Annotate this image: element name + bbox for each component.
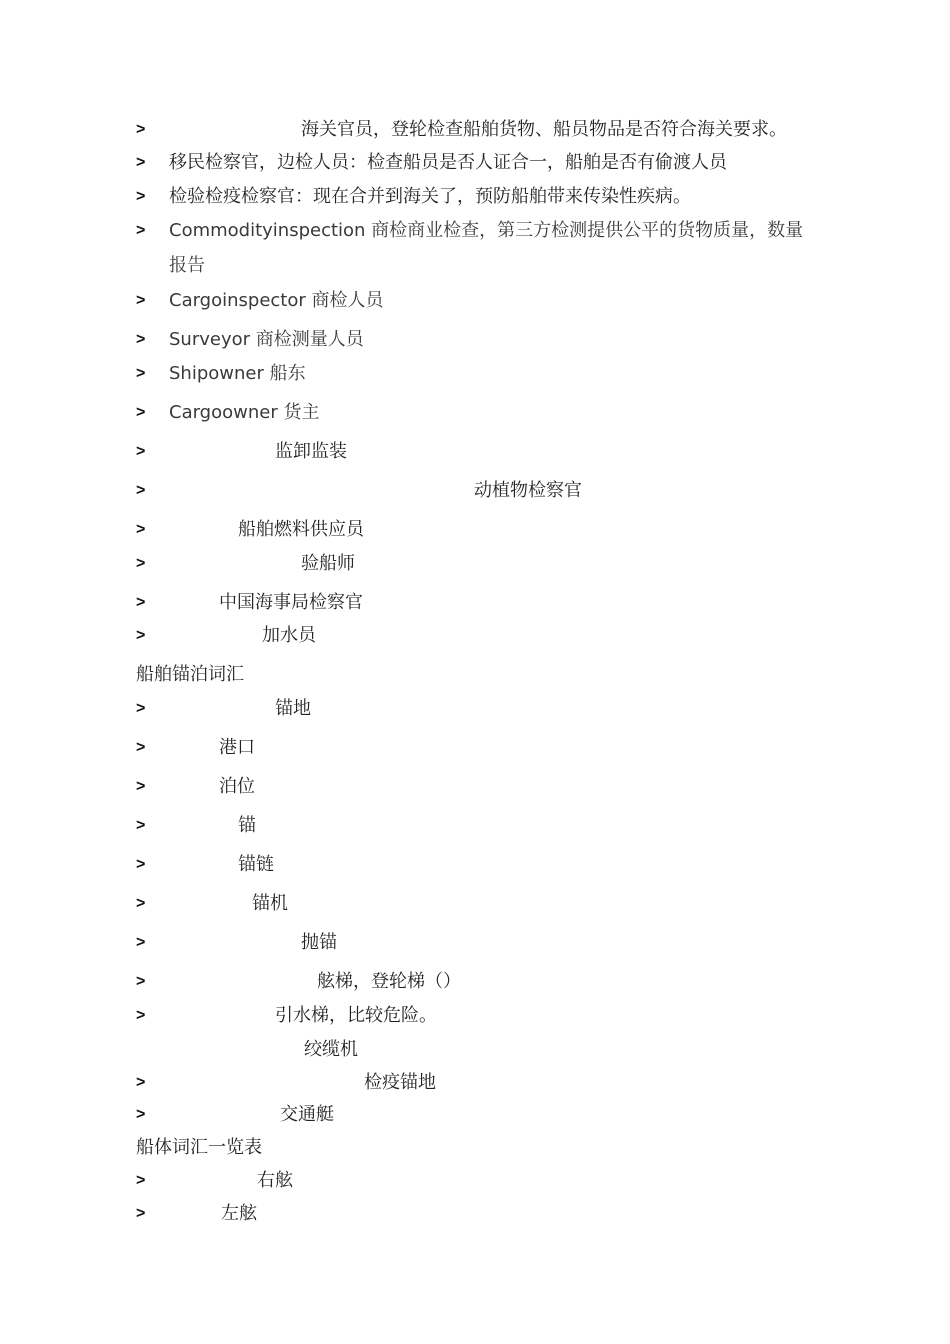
item-text: 中国海事局检察官 — [219, 592, 363, 613]
list-item — [0, 438, 950, 466]
bullet-marker: > — [136, 1172, 146, 1189]
item-text: 港口 — [219, 737, 255, 758]
anchoring-heading: 船舶锚泊词汇 — [136, 664, 244, 685]
list-item — [0, 516, 950, 544]
item-text: 动植物检察官 — [474, 480, 582, 501]
item-text: 锚链 — [238, 854, 274, 875]
bullet-marker: > — [136, 222, 146, 239]
item-text: 引水梯，比较危险。 — [275, 1005, 437, 1026]
list-item — [0, 1200, 950, 1228]
bullet-marker: > — [136, 739, 146, 756]
list-item — [0, 217, 950, 245]
bullet-marker: > — [136, 292, 146, 309]
list-item-no-bullet — [0, 1036, 950, 1064]
list-item — [0, 116, 950, 144]
item-text: 舷梯，登轮梯（） — [317, 971, 461, 992]
list-item — [0, 773, 950, 801]
list-item — [0, 734, 950, 762]
item-text: Cargoowner 货主 — [169, 402, 320, 423]
bullet-marker: > — [136, 1007, 146, 1024]
item-text: 海关官员，登轮检查船舶货物、船员物品是否符合海关要求。 — [301, 119, 787, 140]
item-text: Commodityinspection 商检商业检查，第三方检测提供公平的货物质量，数量 — [169, 220, 804, 241]
item-text: 检验检疫检察官：现在合并到海关了，预防船舶带来传染性疾病。 — [169, 186, 691, 207]
bullet-marker: > — [136, 365, 146, 382]
item-text: 锚机 — [252, 893, 288, 914]
list-item — [0, 183, 950, 211]
bullet-marker: > — [136, 1106, 146, 1123]
item-text: 绞缆机 — [304, 1039, 358, 1060]
list-item — [0, 326, 950, 354]
section-heading — [0, 661, 950, 689]
section-heading — [0, 1134, 950, 1162]
item-text: 船舶燃料供应员 — [238, 519, 364, 540]
list-item — [0, 1002, 950, 1030]
bullet-marker: > — [136, 331, 146, 348]
item-text: Surveyor 商检测量人员 — [169, 329, 364, 350]
list-item — [0, 589, 950, 617]
bullet-marker: > — [136, 1205, 146, 1222]
item-text: 报告 — [169, 255, 205, 276]
item-text: 右舷 — [257, 1170, 293, 1191]
item-text: Shipowner 船东 — [169, 363, 306, 384]
item-text: 左舷 — [221, 1203, 257, 1224]
list-item — [0, 550, 950, 578]
item-text: 监卸监装 — [275, 441, 347, 462]
bullet-marker: > — [136, 555, 146, 572]
list-item — [0, 695, 950, 723]
bullet-marker: > — [136, 934, 146, 951]
bullet-marker: > — [136, 521, 146, 538]
item-text: 锚地 — [275, 698, 311, 719]
bullet-marker: > — [136, 778, 146, 795]
bullet-marker: > — [136, 443, 146, 460]
hull-heading: 船体词汇一览表 — [136, 1137, 262, 1158]
item-text: 检疫锚地 — [364, 1072, 436, 1093]
bullet-marker: > — [136, 700, 146, 717]
list-item — [0, 851, 950, 879]
list-item — [0, 287, 950, 315]
bullet-marker: > — [136, 188, 146, 205]
list-item — [0, 929, 950, 957]
list-item — [0, 477, 950, 505]
list-item — [0, 360, 950, 388]
item-text: 锚 — [238, 815, 256, 836]
bullet-marker: > — [136, 856, 146, 873]
item-text: 移民检察官，边检人员：检查船员是否人证合一，船舶是否有偷渡人员 — [169, 152, 727, 173]
bullet-marker: > — [136, 404, 146, 421]
list-item — [0, 1069, 950, 1097]
item-text: 抛锚 — [301, 932, 337, 953]
list-item — [0, 1167, 950, 1195]
bullet-marker: > — [136, 1074, 146, 1091]
list-item — [0, 399, 950, 427]
list-item — [0, 968, 950, 996]
bullet-marker: > — [136, 627, 146, 644]
item-text: 交通艇 — [280, 1104, 334, 1125]
list-item — [0, 812, 950, 840]
bullet-marker: > — [136, 121, 146, 138]
item-text: Cargoinspector 商检人员 — [169, 290, 384, 311]
bullet-marker: > — [136, 154, 146, 171]
item-text: 加水员 — [262, 625, 316, 646]
bullet-marker: > — [136, 817, 146, 834]
list-item — [0, 622, 950, 650]
bullet-marker: > — [136, 895, 146, 912]
item-text: 泊位 — [219, 776, 255, 797]
bullet-marker: > — [136, 973, 146, 990]
item-text: 验船师 — [301, 553, 355, 574]
list-item-continuation — [0, 252, 950, 280]
bullet-marker: > — [136, 482, 146, 499]
list-item — [0, 149, 950, 177]
list-item — [0, 1101, 950, 1129]
list-item — [0, 890, 950, 918]
bullet-marker: > — [136, 594, 146, 611]
